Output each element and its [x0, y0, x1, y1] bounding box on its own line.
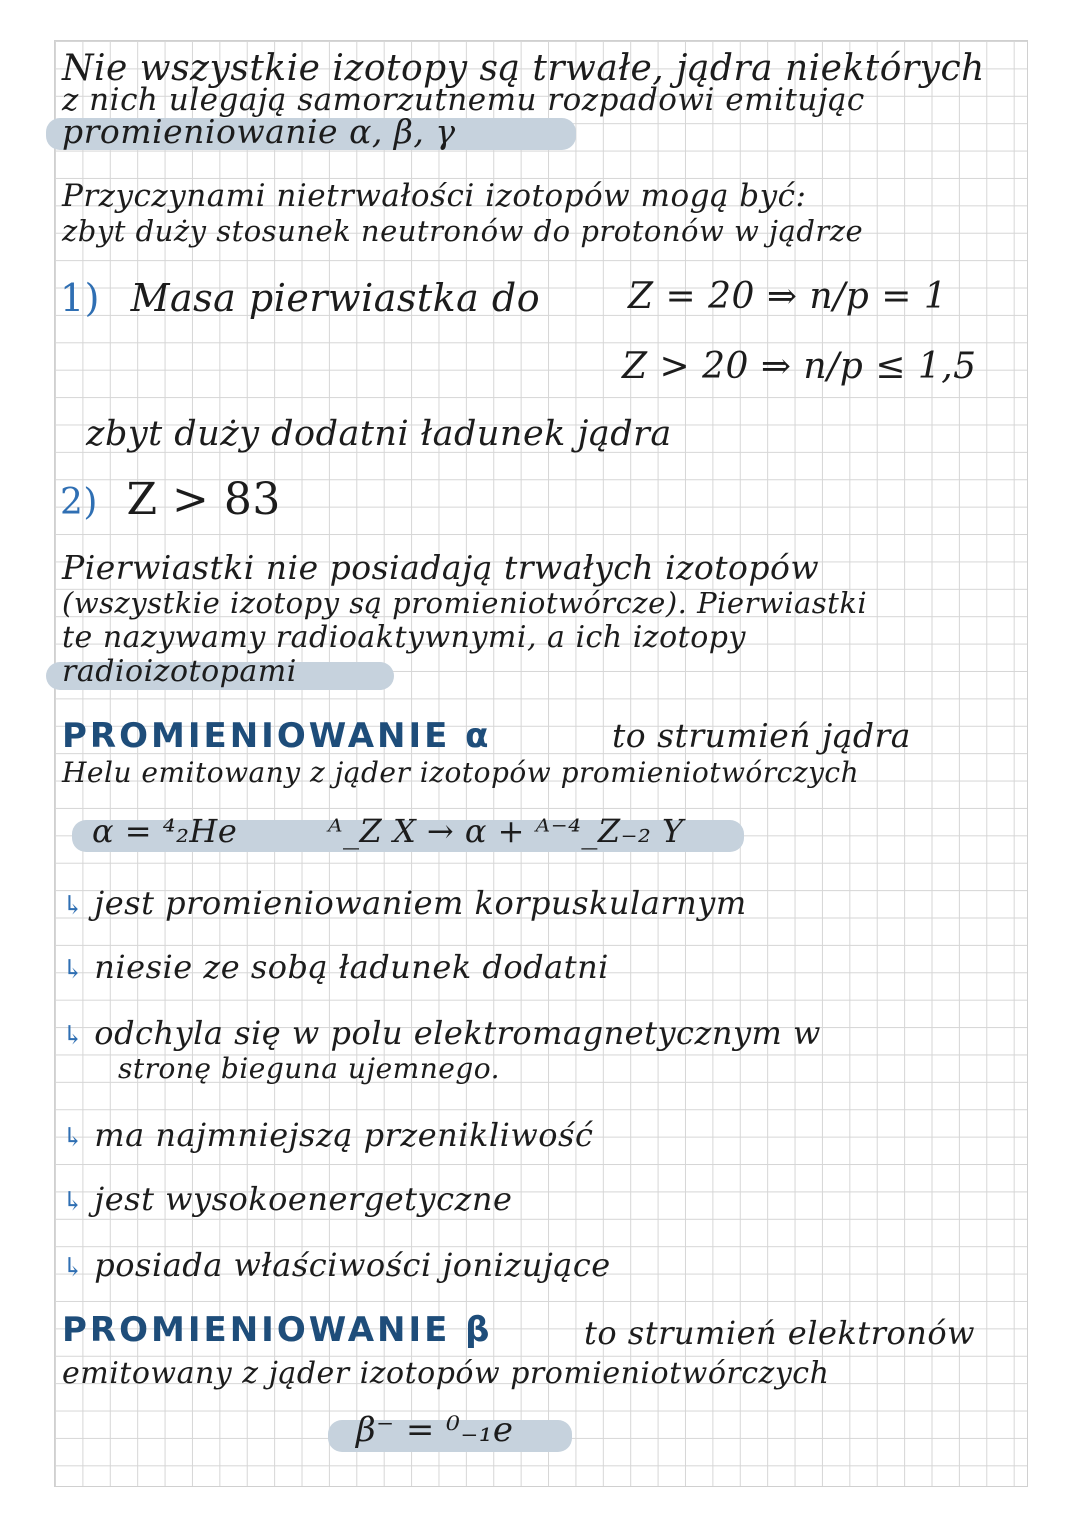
- point-2: [60, 474, 281, 525]
- intro-line-3: promieniowanie α, β, γ: [62, 112, 456, 151]
- radio-line-3: te nazywamy radioaktywnymi, a ich izotopy: [62, 620, 746, 655]
- alpha-bullet-4: ↳ ma najmniejszą przenikliwość: [62, 1116, 594, 1154]
- beta-heading: PROMIENIOWANIE β: [62, 1310, 493, 1350]
- intro-line-1: Nie wszystkie izotopy są trwałe, jądra niektórych: [62, 48, 985, 89]
- radio-line-2: (wszystkie izotopy są promieniotwórcze). Pierwiastki: [62, 586, 868, 620]
- intro-line-2: z nich ulegają samorzutnemu rozpadowi emitując: [62, 82, 865, 118]
- rule-1: Z = 20 ⇒ n/p = 1: [628, 276, 948, 317]
- beta-formula: β⁻ = ⁰₋₁e: [356, 1410, 514, 1450]
- alpha-formula-right: ᴬ_Z X → α + ᴬ⁻⁴_Z₋₂ Y: [328, 812, 684, 850]
- beta-def-2: emitowany z jąder izotopów promieniotwórczych: [62, 1356, 830, 1391]
- arrow-icon: ↳: [62, 1123, 85, 1153]
- alpha-formula-left: α = ⁴₂He: [92, 812, 238, 850]
- arrow-icon: ↳: [62, 1187, 85, 1217]
- alpha-def-1: to strumień jądra: [612, 716, 911, 755]
- alpha-bullet-1: ↳ jest promieniowaniem korpuskularnym: [62, 884, 747, 922]
- rule-2: Z > 20 ⇒ n/p ≤ 1,5: [622, 346, 977, 387]
- alpha-def-2: Helu emitowany z jąder izotopów promieniotwórczych: [62, 756, 860, 789]
- point-1-number: 1): [60, 276, 101, 320]
- alpha-bullet-2: ↳ niesie ze sobą ładunek dodatni: [62, 948, 609, 986]
- radio-line-1: Pierwiastki nie posiadają trwałych izotopów: [62, 548, 820, 587]
- alpha-bullet-6: ↳ posiada właściwości jonizujące: [62, 1246, 611, 1284]
- arrow-icon: ↳: [62, 1253, 85, 1283]
- point-2-number: 2): [60, 482, 98, 523]
- point-1: [60, 276, 540, 320]
- causes-line-2: zbyt duży stosunek neutronów do protonów w jądrze: [62, 214, 864, 248]
- point-2-text: Z > 83: [126, 474, 281, 525]
- causes-line-3: zbyt duży dodatni ładunek jądra: [86, 414, 672, 454]
- beta-def-1: to strumień elektronów: [584, 1314, 975, 1352]
- arrow-icon: ↳: [62, 1021, 85, 1051]
- alpha-bullet-3-cont: stronę bieguna ujemnego.: [118, 1052, 501, 1085]
- causes-line-1: Przyczynami nietrwałości izotopów mogą być:: [62, 178, 807, 214]
- alpha-bullet-3: ↳ odchyla się w polu elektromagnetycznym w: [62, 1014, 821, 1052]
- arrow-icon: ↳: [62, 955, 85, 985]
- arrow-icon: ↳: [62, 891, 85, 921]
- radio-line-4: radioizotopami: [62, 654, 297, 689]
- point-1-text: Masa pierwiastka do: [130, 276, 541, 320]
- alpha-bullet-5: ↳ jest wysokoenergetyczne: [62, 1180, 513, 1218]
- alpha-heading: PROMIENIOWANIE α: [62, 716, 492, 756]
